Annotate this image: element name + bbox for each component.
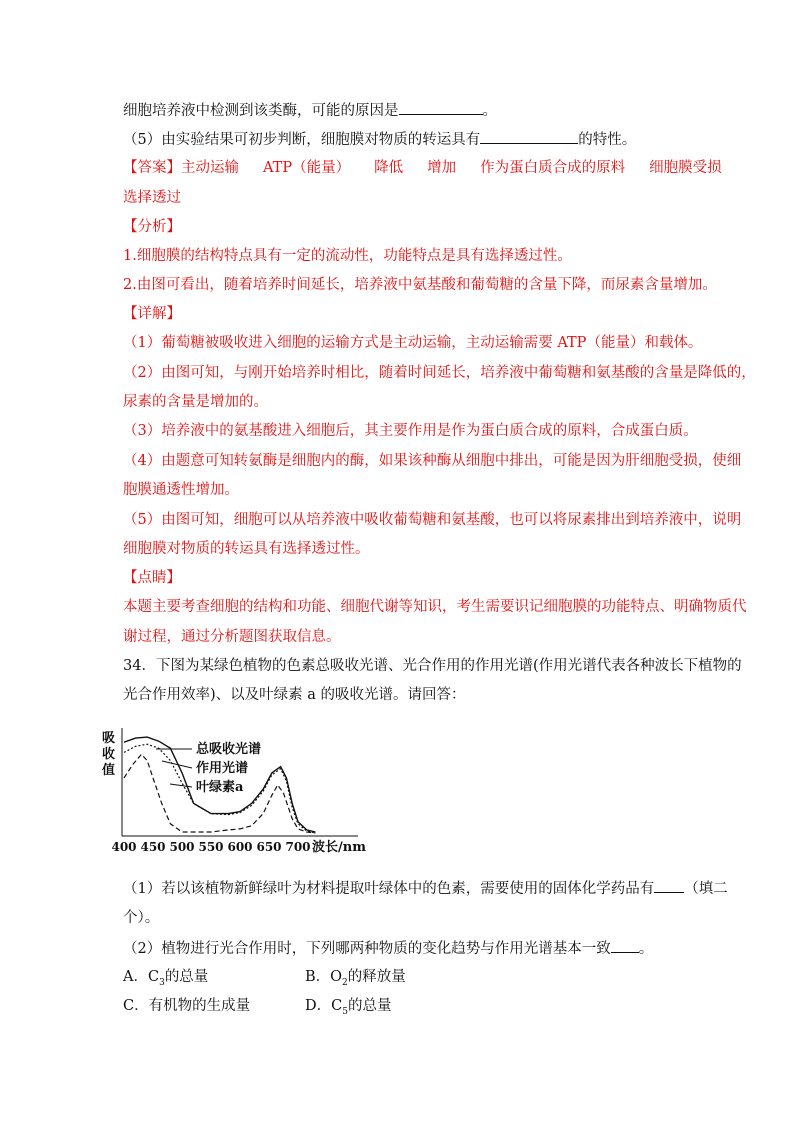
- answer-label: 【答案】: [123, 160, 181, 176]
- x-tick-label: 700: [285, 840, 311, 854]
- detail-5-cont: 细胞膜对物质的转运具有选择透过性。: [123, 541, 370, 557]
- x-axis-label: 波长/nm: [312, 840, 366, 855]
- sub-question-1: （1）若以该植物新鲜绿叶为材料提取叶绿体中的色素，需要使用的固体化学药品有 （填二: [123, 878, 723, 899]
- answer-item: 增加: [427, 160, 457, 176]
- x-tick-label: 500: [169, 840, 195, 854]
- y-axis-label-char: 吸: [102, 731, 116, 746]
- detail-1: （1）葡萄糖被吸收进入细胞的运输方式是主动运输，主动运输需要 ATP（能量）和载体。: [123, 335, 703, 351]
- answer-continuation: 选择透过: [123, 190, 181, 206]
- x-tick-label: 600: [227, 840, 253, 854]
- question-34-cont: 光合作用效率)、以及叶绿素 a 的吸收光谱。请回答：: [123, 687, 466, 703]
- question-34: 34．下图为某绿色植物的色素总吸收光谱、光合作用的作用光谱(作用光谱代表各种波长下植物的: [123, 658, 742, 674]
- analysis-heading: 【分析】: [123, 219, 181, 235]
- legend-label: 叶绿素a: [196, 780, 244, 795]
- x-tick-label: 400: [111, 840, 137, 854]
- option-b[interactable]: B．$O_2$的释放量: [305, 969, 406, 988]
- legend-label: 作用光谱: [196, 761, 249, 776]
- answer-item: 降低: [374, 160, 404, 176]
- answer-blank: [611, 938, 639, 953]
- x-tick-label: 650: [256, 840, 282, 854]
- answer-line: [123, 158, 723, 178]
- sub-question-1-cont: 个）。: [123, 910, 160, 926]
- detail-3: （3）培养液中的氨基酸进入细胞后，其主要作用是作为蛋白质合成的原料，合成蛋白质。: [123, 423, 698, 439]
- y-axis-label-char: 值: [102, 763, 116, 778]
- detail-4: （4）由题意可知转氨酶是细胞内的酶，如果该种酶从细胞中排出，可能是因为肝细胞受损，使细: [123, 453, 742, 469]
- option-d[interactable]: D．$C_5$的总量: [305, 998, 392, 1017]
- option-a[interactable]: A．$C_3$的总量: [123, 969, 209, 988]
- analysis-point-2: 2.由图可看出，随着培养时间延长，培养液中氨基酸和葡萄糖的含量下降，而尿素含量增加。: [123, 277, 717, 293]
- answer-blank: [654, 878, 684, 893]
- point-heading: 【点睛】: [123, 570, 181, 586]
- answer-item: 主动运输: [181, 160, 239, 176]
- answer-item: ATP（能量）: [263, 160, 351, 176]
- absorption-spectrum-chart: [100, 724, 390, 860]
- detail-2-cont: 尿素的含量是增加的。: [123, 394, 268, 410]
- question-5: （5）由实验结果可初步判断，细胞膜对物质的转运具有 的特性。: [123, 129, 723, 150]
- point-text: 本题主要考查细胞的结构和功能、细胞代谢等知识，考生需要识记细胞膜的功能特点、明确物质代: [123, 599, 747, 615]
- answer-blank: [399, 100, 483, 115]
- detail-heading: 【详解】: [123, 306, 181, 322]
- detail-5: （5）由图可知，细胞可以从培养液中吸收葡萄糖和氨基酸，也可以将尿素排出到培养液中，说明: [123, 512, 742, 528]
- answer-blank: [480, 129, 578, 144]
- text-line: 细胞培养液中检测到该类酶，可能的原因是 。: [123, 100, 723, 121]
- analysis-point-1: 1.细胞膜的结构特点具有一定的流动性，功能特点是具有选择透过性。: [123, 248, 572, 264]
- x-tick-label: 450: [140, 840, 166, 854]
- detail-4-cont: 胞膜通透性增加。: [123, 482, 239, 498]
- x-tick-label: 550: [198, 840, 224, 854]
- sub-question-2: （2）植物进行光合作用时，下列哪两种物质的变化趋势与作用光谱基本一致 。: [123, 938, 723, 959]
- legend-label: 总吸收光谱: [196, 742, 262, 757]
- legend-leader-line: [170, 784, 192, 787]
- answer-item: 作为蛋白质合成的原料: [480, 160, 626, 176]
- point-text-cont: 谢过程，通过分析题图获取信息。: [123, 629, 341, 645]
- answer-item: 细胞膜受损: [649, 160, 722, 176]
- detail-2: （2）由图可知，与刚开始培养时相比，随着时间延长，培养液中葡萄糖和氨基酸的含量是降低的，: [123, 365, 756, 381]
- y-axis-label-char: 收: [102, 747, 116, 762]
- option-c[interactable]: C．有机物的生成量: [123, 998, 251, 1014]
